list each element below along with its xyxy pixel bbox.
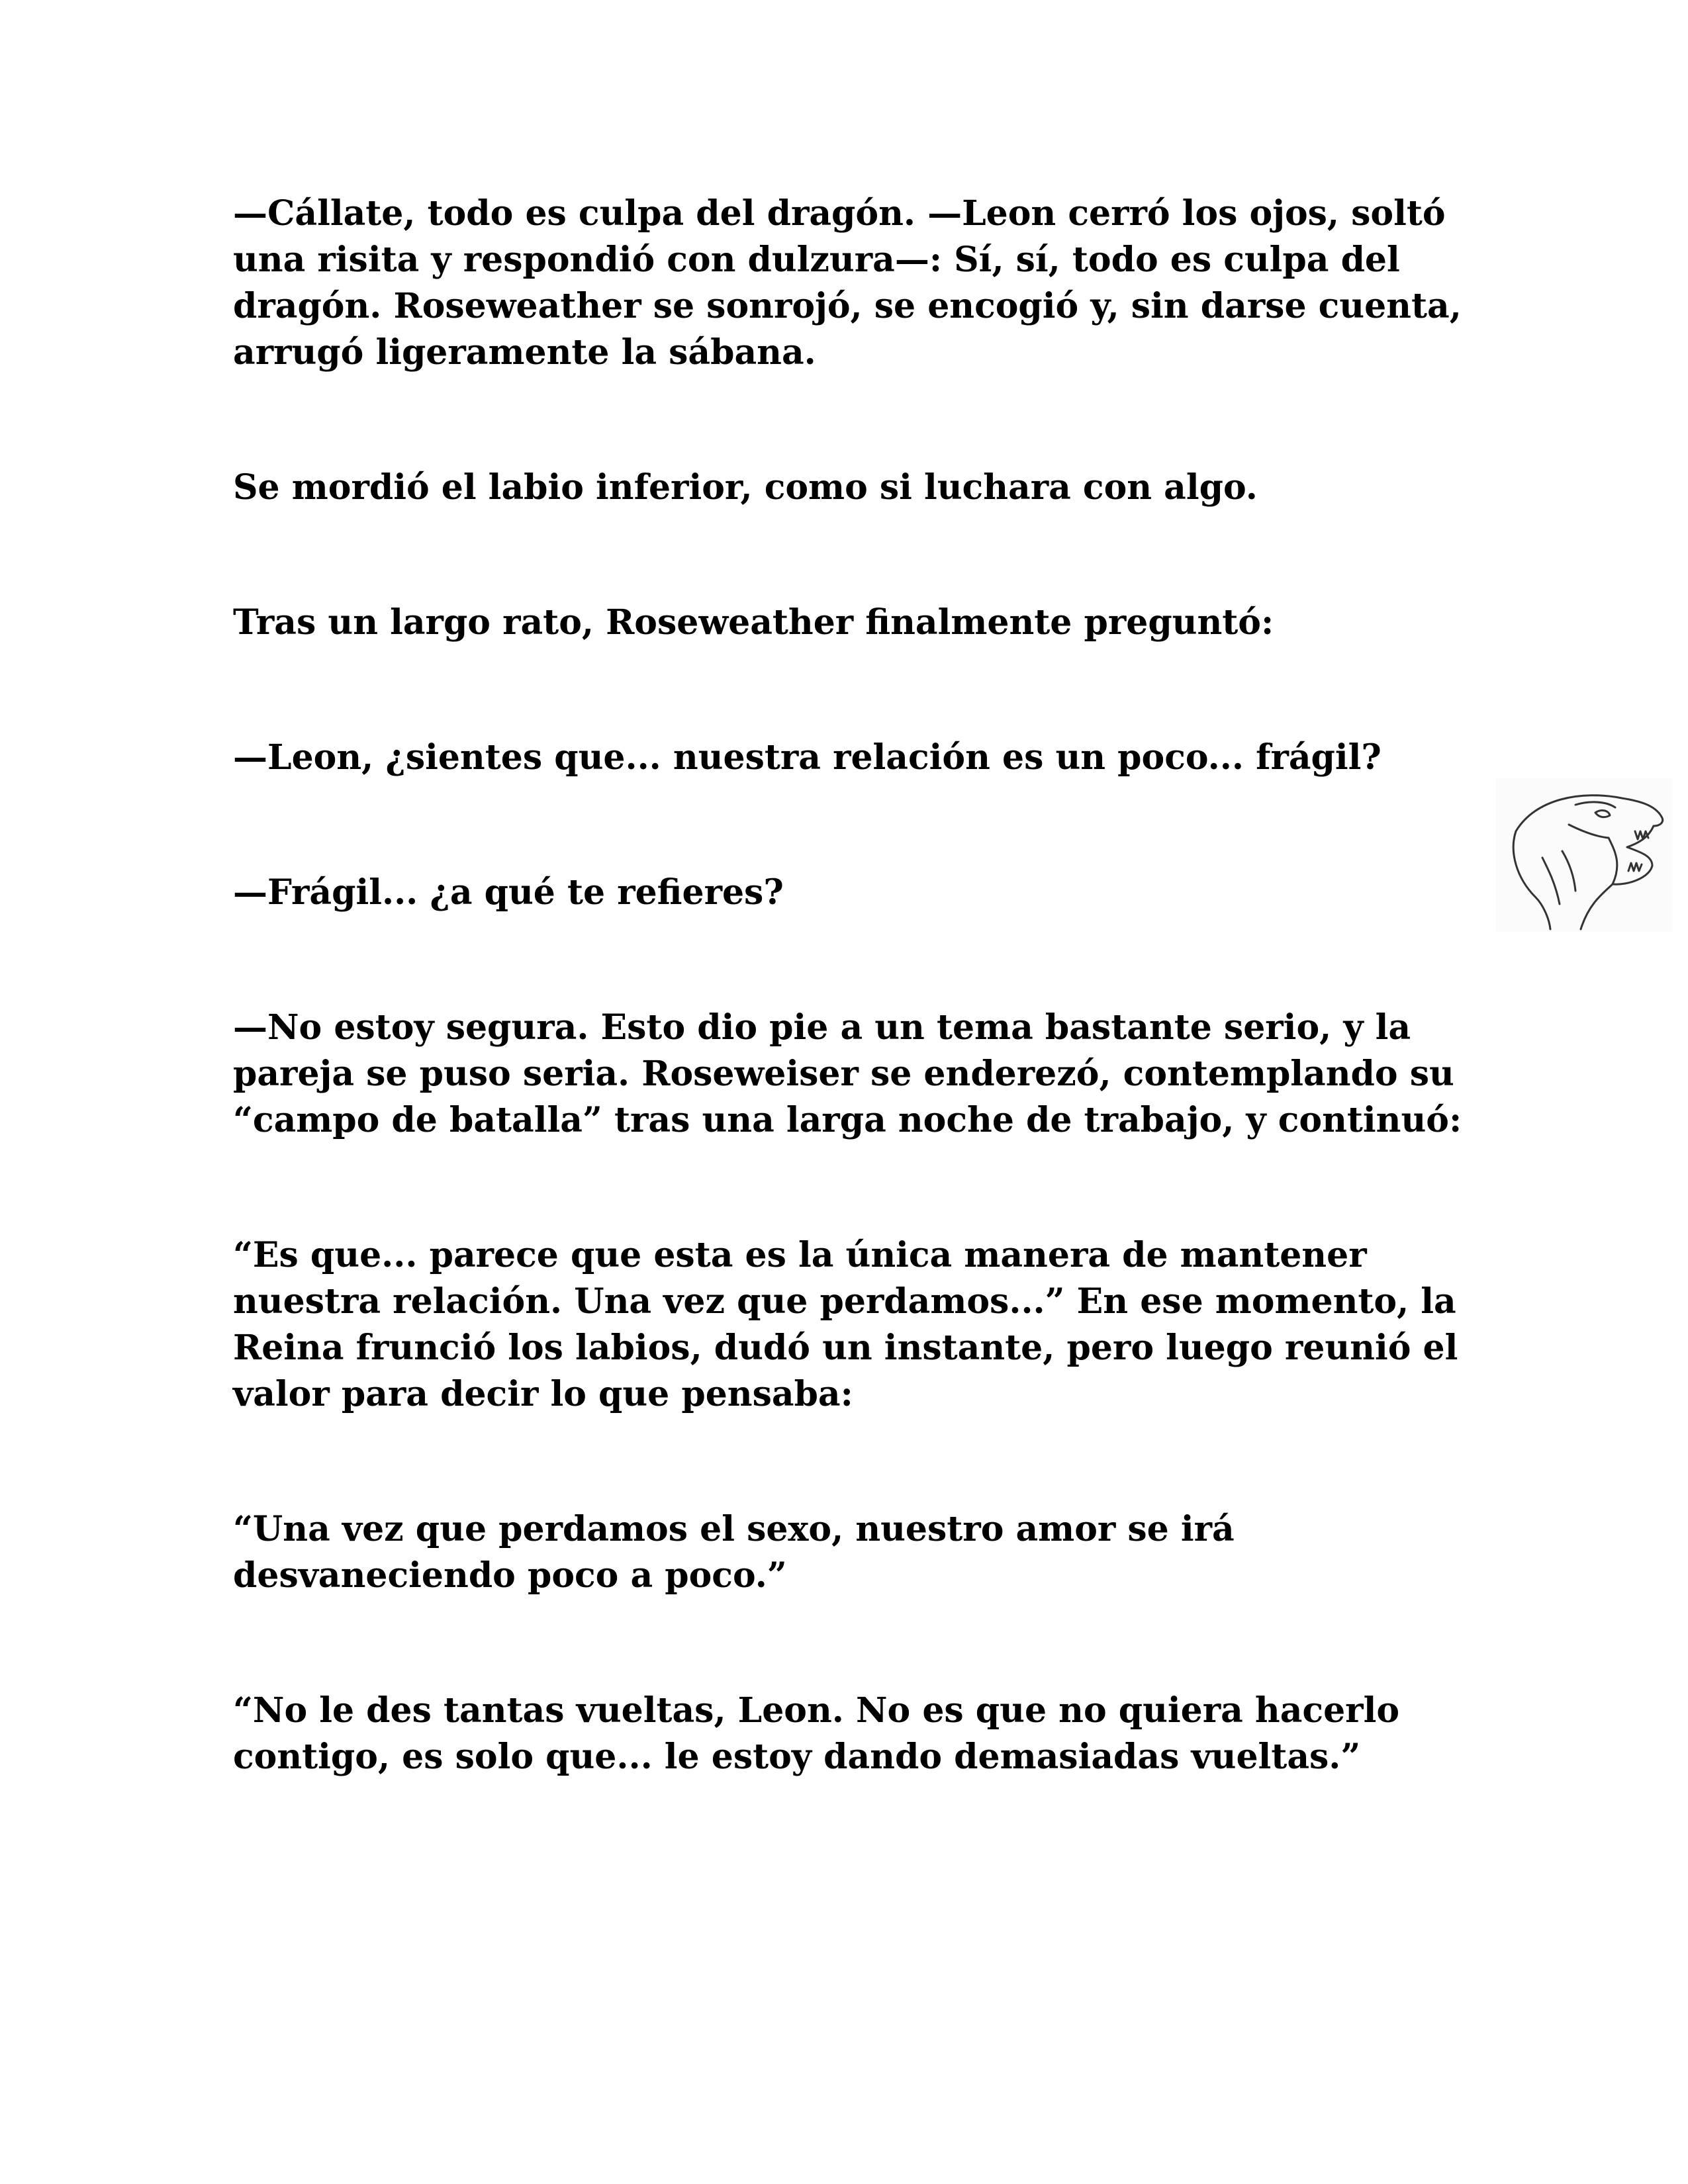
paragraph-7: “Es que... parece que esta es la única manera de mantener nuestra relación. Una vez que perdamos...” En ese momento, la Reina frunció los labios, dudó un instante, pero luego reunió el valor para decir lo que pensaba: bbox=[233, 1235, 1458, 1414]
paragraph-2: Se mordió el labio inferior, como si luchara con algo. bbox=[233, 467, 1258, 508]
paragraph-6: —No estoy segura. Esto dio pie a un tema bastante serio, y la pareja se puso seria. Roseweiser se enderezó, contemplando su “campo de batalla” tras una larga noche de trabajo, y continuó: bbox=[233, 1007, 1462, 1140]
paragraph-3: Tras un largo rato, Roseweather finalmente preguntó: bbox=[233, 602, 1274, 643]
story-text bbox=[233, 191, 1491, 1780]
paragraph-4: —Leon, ¿sientes que... nuestra relación es un poco... frágil? bbox=[233, 737, 1382, 778]
paragraph-8: “Una vez que perdamos el sexo, nuestro amor se irá desvaneciendo poco a poco.” bbox=[233, 1509, 1235, 1596]
paragraph-5: —Frágil... ¿a qué te refieres? bbox=[233, 872, 784, 913]
paragraph-9: “No le des tantas vueltas, Leon. No es que no quiera hacerlo contigo, es solo que... le estoy dando demasiadas vueltas.” bbox=[233, 1690, 1400, 1777]
dinosaur-head-sketch-icon bbox=[1496, 778, 1672, 932]
paragraph-1: —Cállate, todo es culpa del dragón. —Leon cerró los ojos, soltó una risita y respondió con dulzura—: Sí, sí, todo es culpa del dragón. Roseweather se sonrojó, se encogió y, sin darse cuenta, arrugó ligeramente la sábana. bbox=[233, 193, 1462, 373]
